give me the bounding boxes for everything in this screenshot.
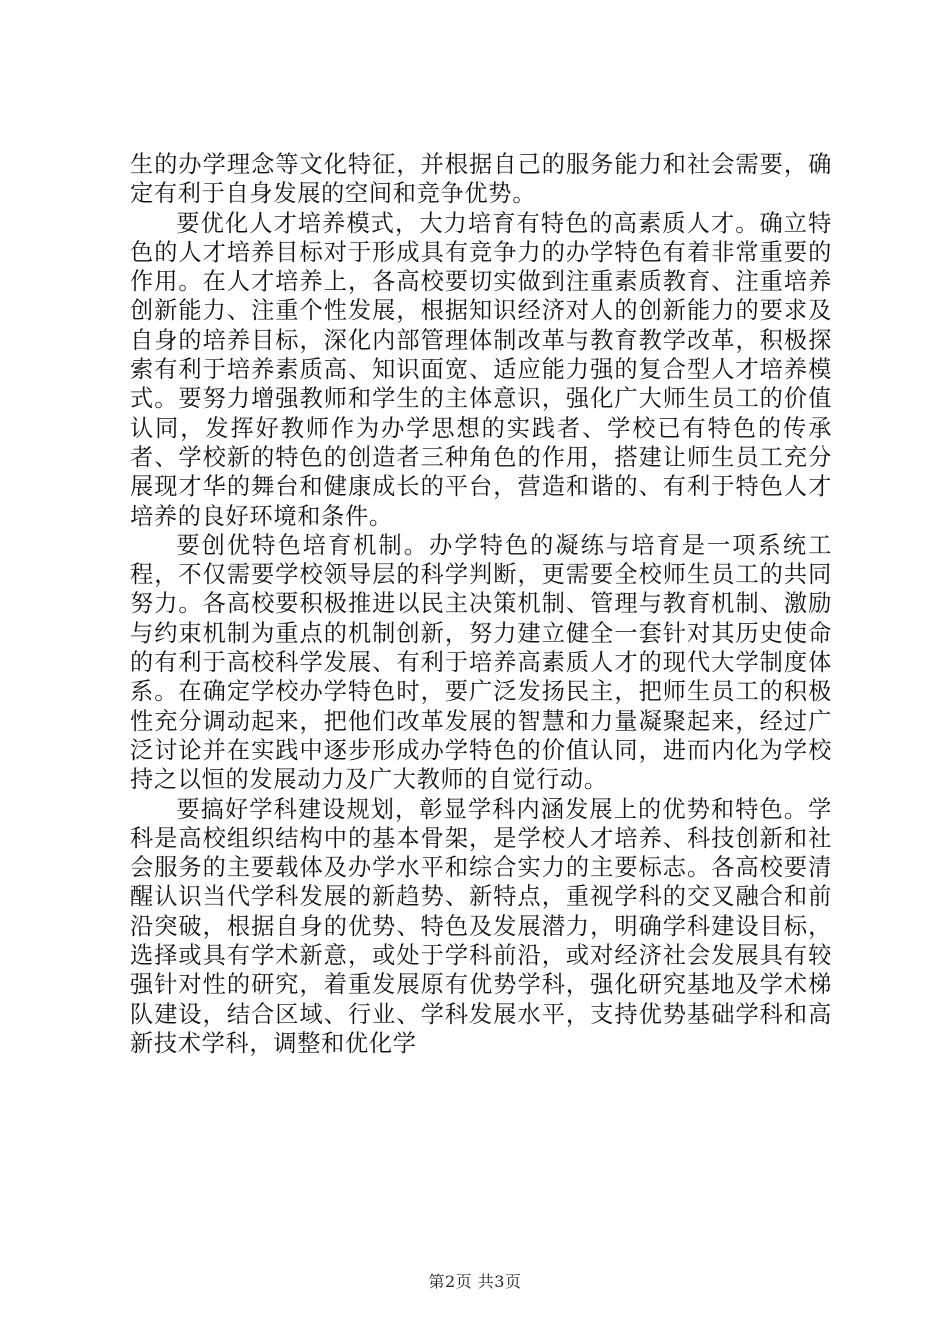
paragraph-cultivation-mechanism: 要创优特色培育机制。办学特色的凝练与培育是一项系统工程，不仅需要学校领导层的科学判断，更需要全校师生员工的共同努力。各高校要积极推进以民主决策机制、管理与教育机制、激励与约束机制为重点的机制创新，努力建立健全一套针对其历史使命的有利于高校科学发展、有利于培养高素质人才的现代大学制度体系。在确定学校办学特色时，要广泛发扬民主，把师生员工的积极性充分调动起来，把他们改革发展的智慧和力量凝聚起来，经过广泛讨论并在实践中逐步形成办学特色的价值认同，进而内化为学校持之以恒的发展动力及广大教师的自觉行动。 bbox=[130, 531, 832, 794]
paragraph-continuation: 生的办学理念等文化特征，并根据自己的服务能力和社会需要，确定有利于自身发展的空间和竞争优势。 bbox=[130, 151, 832, 208]
page-number-footer: 第2页 共3页 bbox=[428, 1272, 522, 1291]
paragraph-discipline-planning: 要搞好学科建设规划，彰显学科内涵发展上的优势和特色。学科是高校组织结构中的基本骨架，是学校人才培养、科技创新和社会服务的主要载体及办学水平和综合实力的主要标志。各高校要清醒认识当代学科发展的新趋势、新特点，重视学科的交叉融合和前沿突破，根据自身的优势、特色及发展潜力，明确学科建设目标，选择或具有学术新意，或处于学科前沿，或对经济社会发展具有较强针对性的研究，着重发展原有优势学科，强化研究基地及学术梯队建设，结合区域、行业、学科发展水平，支持优势基础学科和高新技术学科，调整和优化学 bbox=[130, 795, 832, 1057]
paragraph-talent-cultivation: 要优化人才培养模式，大力培育有特色的高素质人才。确立特色的人才培养目标对于形成具有竞争力的办学特色有着非常重要的作用。在人才培养上，各高校要切实做到注重素质教育、注重培养创新能力、注重个性发展，根据知识经济对人的创新能力的要求及自身的培养目标，深化内部管理体制改革与教育教学改革，积极探索有利于培养素质高、知识面宽、适应能力强的复合型人才培养模式。要努力增强教师和学生的主体意识，强化广大师生员工的价值认同，发挥好教师作为办学思想的实践者、学校已有特色的传承者、学校新的特色的创造者三种角色的作用，搭建让师生员工充分展现才华的舞台和健康成长的平台，营造和谐的、有利于特色人才培养的良好环境和条件。 bbox=[130, 209, 832, 530]
document-body bbox=[130, 150, 832, 1058]
